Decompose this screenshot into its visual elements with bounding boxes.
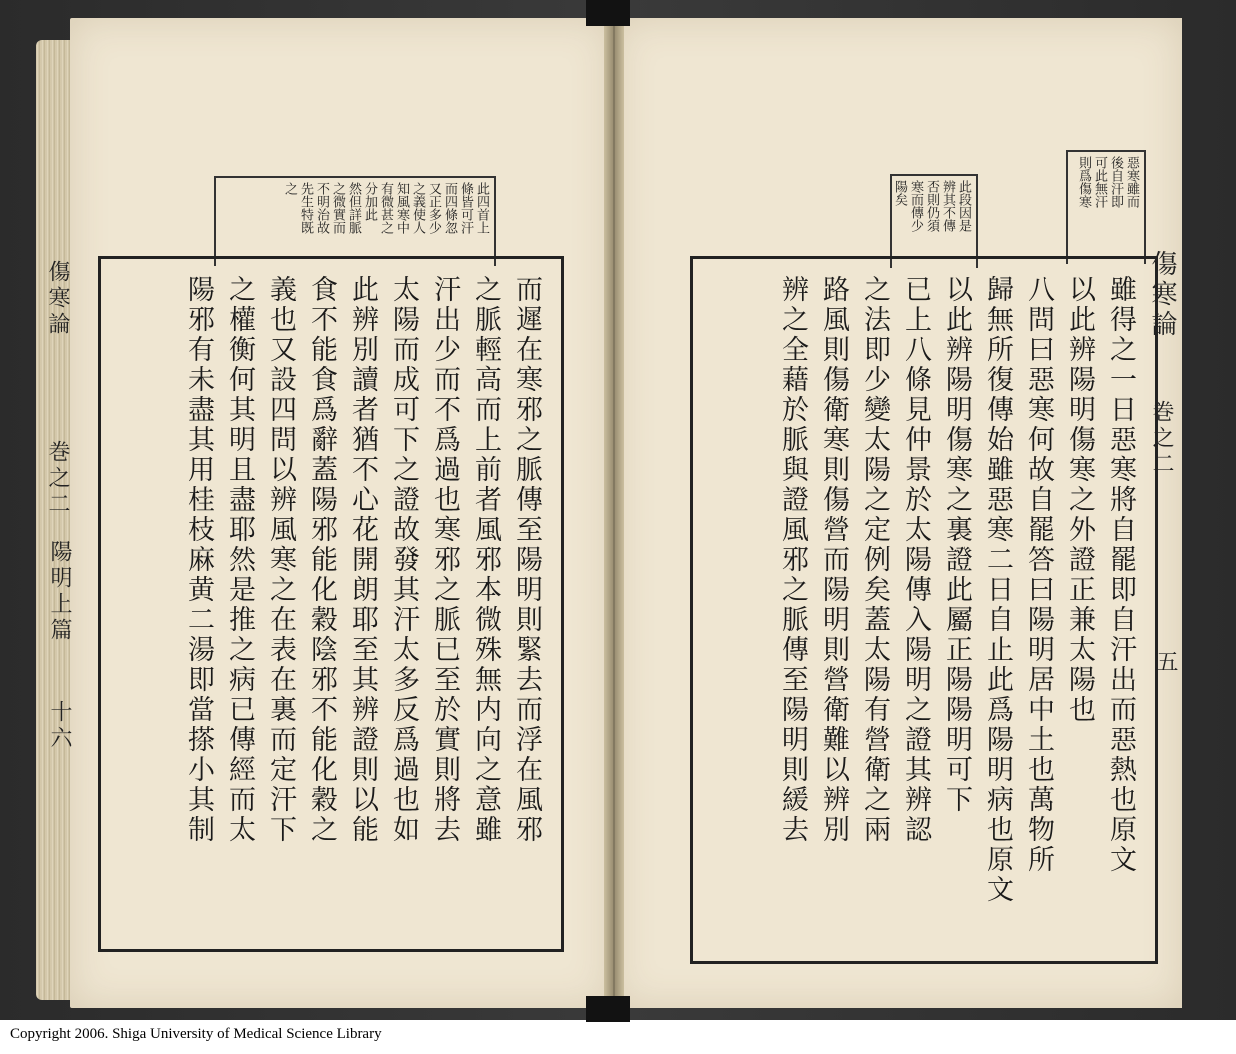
text-column: 此辨別讀者猶不心花開朗耶至其辨證則以能 — [347, 275, 378, 845]
headnote-line: 條皆可汗 — [458, 182, 473, 234]
headnote-line: 又正多少 — [426, 182, 441, 234]
text-column: 汗出少而不爲過也寒邪之脈已至於實則將去 — [429, 275, 460, 845]
headnote-line: 分加此 — [362, 182, 377, 221]
text-column: 八問曰惡寒何故自罷答曰陽明居中土也萬物所 — [1023, 275, 1054, 875]
text-column: 食不能食爲辭蓋陽邪能化穀陰邪不能化穀之 — [306, 275, 337, 845]
headnote-line: 陽矣 — [892, 180, 907, 206]
left-margin-folio: 十六 — [47, 700, 72, 752]
text-column: 以此辨陽明傷寒之裏證此屬正陽陽明可下 — [941, 275, 972, 815]
text-column: 太陽而成可下之證故發其汗太多反爲過也如 — [388, 275, 419, 845]
headnote-line: 而四條忽 — [442, 182, 457, 234]
text-column: 辨之全藉於脈與證風邪之脈傳至陽明則緩去 — [777, 275, 808, 845]
left-margin-volume: 巻之二 — [45, 440, 70, 518]
text-column: 義也又設四問以辨風寒之在表在裏而定汗下 — [265, 275, 296, 845]
headnote-line: 知風寒中 — [394, 182, 409, 234]
text-column: 已上八條見仲景於太陽傳入陽明之證其辨認 — [900, 275, 931, 845]
headnote-line: 否則仍須 — [924, 180, 939, 232]
headnote-line: 惡寒雖而 — [1124, 156, 1139, 208]
headnote-line: 後自汗即 — [1108, 156, 1123, 208]
headnote-line: 此段因是 — [956, 180, 971, 232]
text-column: 以此辨陽明傷寒之外證正兼太陽也 — [1064, 275, 1095, 725]
headnote-line: 然但詳脈 — [346, 182, 361, 234]
copyright-notice: Copyright 2006. Shiga University of Medical Science Library — [10, 1026, 382, 1042]
right-text-frame — [690, 256, 1158, 964]
headnote-line: 可此無汗 — [1092, 156, 1107, 208]
right-margin-title: 傷寒論 — [1147, 250, 1177, 340]
left-headnote — [214, 176, 496, 266]
headnote-line: 此四首上 — [474, 182, 489, 234]
headnote-line: 則爲傷寒 — [1076, 156, 1091, 208]
left-margin-chapter: 陽明上篇 — [47, 540, 72, 644]
headnote-line: 之 — [282, 182, 297, 195]
right-headnote-a — [1066, 150, 1146, 264]
right-margin-volume: 巻之二 — [1149, 400, 1174, 478]
text-column: 之權衡何其明且盡耶然是推之病已傳經而太 — [224, 275, 255, 845]
headnote-line: 之義使人 — [410, 182, 425, 234]
right-headnote-b — [890, 174, 978, 268]
headnote-line: 不明治故 — [314, 182, 329, 234]
text-column: 雖得之一日惡寒將自罷即自汗出而惡熱也原文 — [1105, 275, 1136, 875]
headnote-line: 辨其不傳 — [940, 180, 955, 232]
headnote-line: 有微甚之 — [378, 182, 393, 234]
text-column: 而遲在寒邪之脈傳至陽明則緊去而浮在風邪 — [511, 275, 542, 845]
text-column: 路風則傷衛寒則傷營而陽明則營衛難以辨別 — [818, 275, 849, 845]
text-column: 之脈輕高而上前者風邪本微殊無内向之意雖 — [470, 275, 501, 845]
text-column: 之法即少變太陽之定例矣蓋太陽有營衛之兩 — [859, 275, 890, 845]
left-text-frame — [98, 256, 564, 952]
headnote-line: 寒而傳少 — [908, 180, 923, 232]
binding-thread-top — [586, 0, 630, 26]
right-margin-folio: 五 — [1153, 650, 1178, 676]
binding-thread-bottom — [586, 996, 630, 1022]
book-gutter — [604, 18, 624, 1008]
left-margin-title: 傷寒論 — [45, 260, 70, 338]
headnote-line: 之微實而 — [330, 182, 345, 234]
text-column: 歸無所復傳始雖惡寒二日自止此爲陽明病也原文 — [982, 275, 1013, 905]
headnote-line: 先生特既 — [298, 182, 313, 234]
text-column: 陽邪有未盡其用桂枝麻黄二湯即當搽小其制 — [183, 275, 214, 845]
